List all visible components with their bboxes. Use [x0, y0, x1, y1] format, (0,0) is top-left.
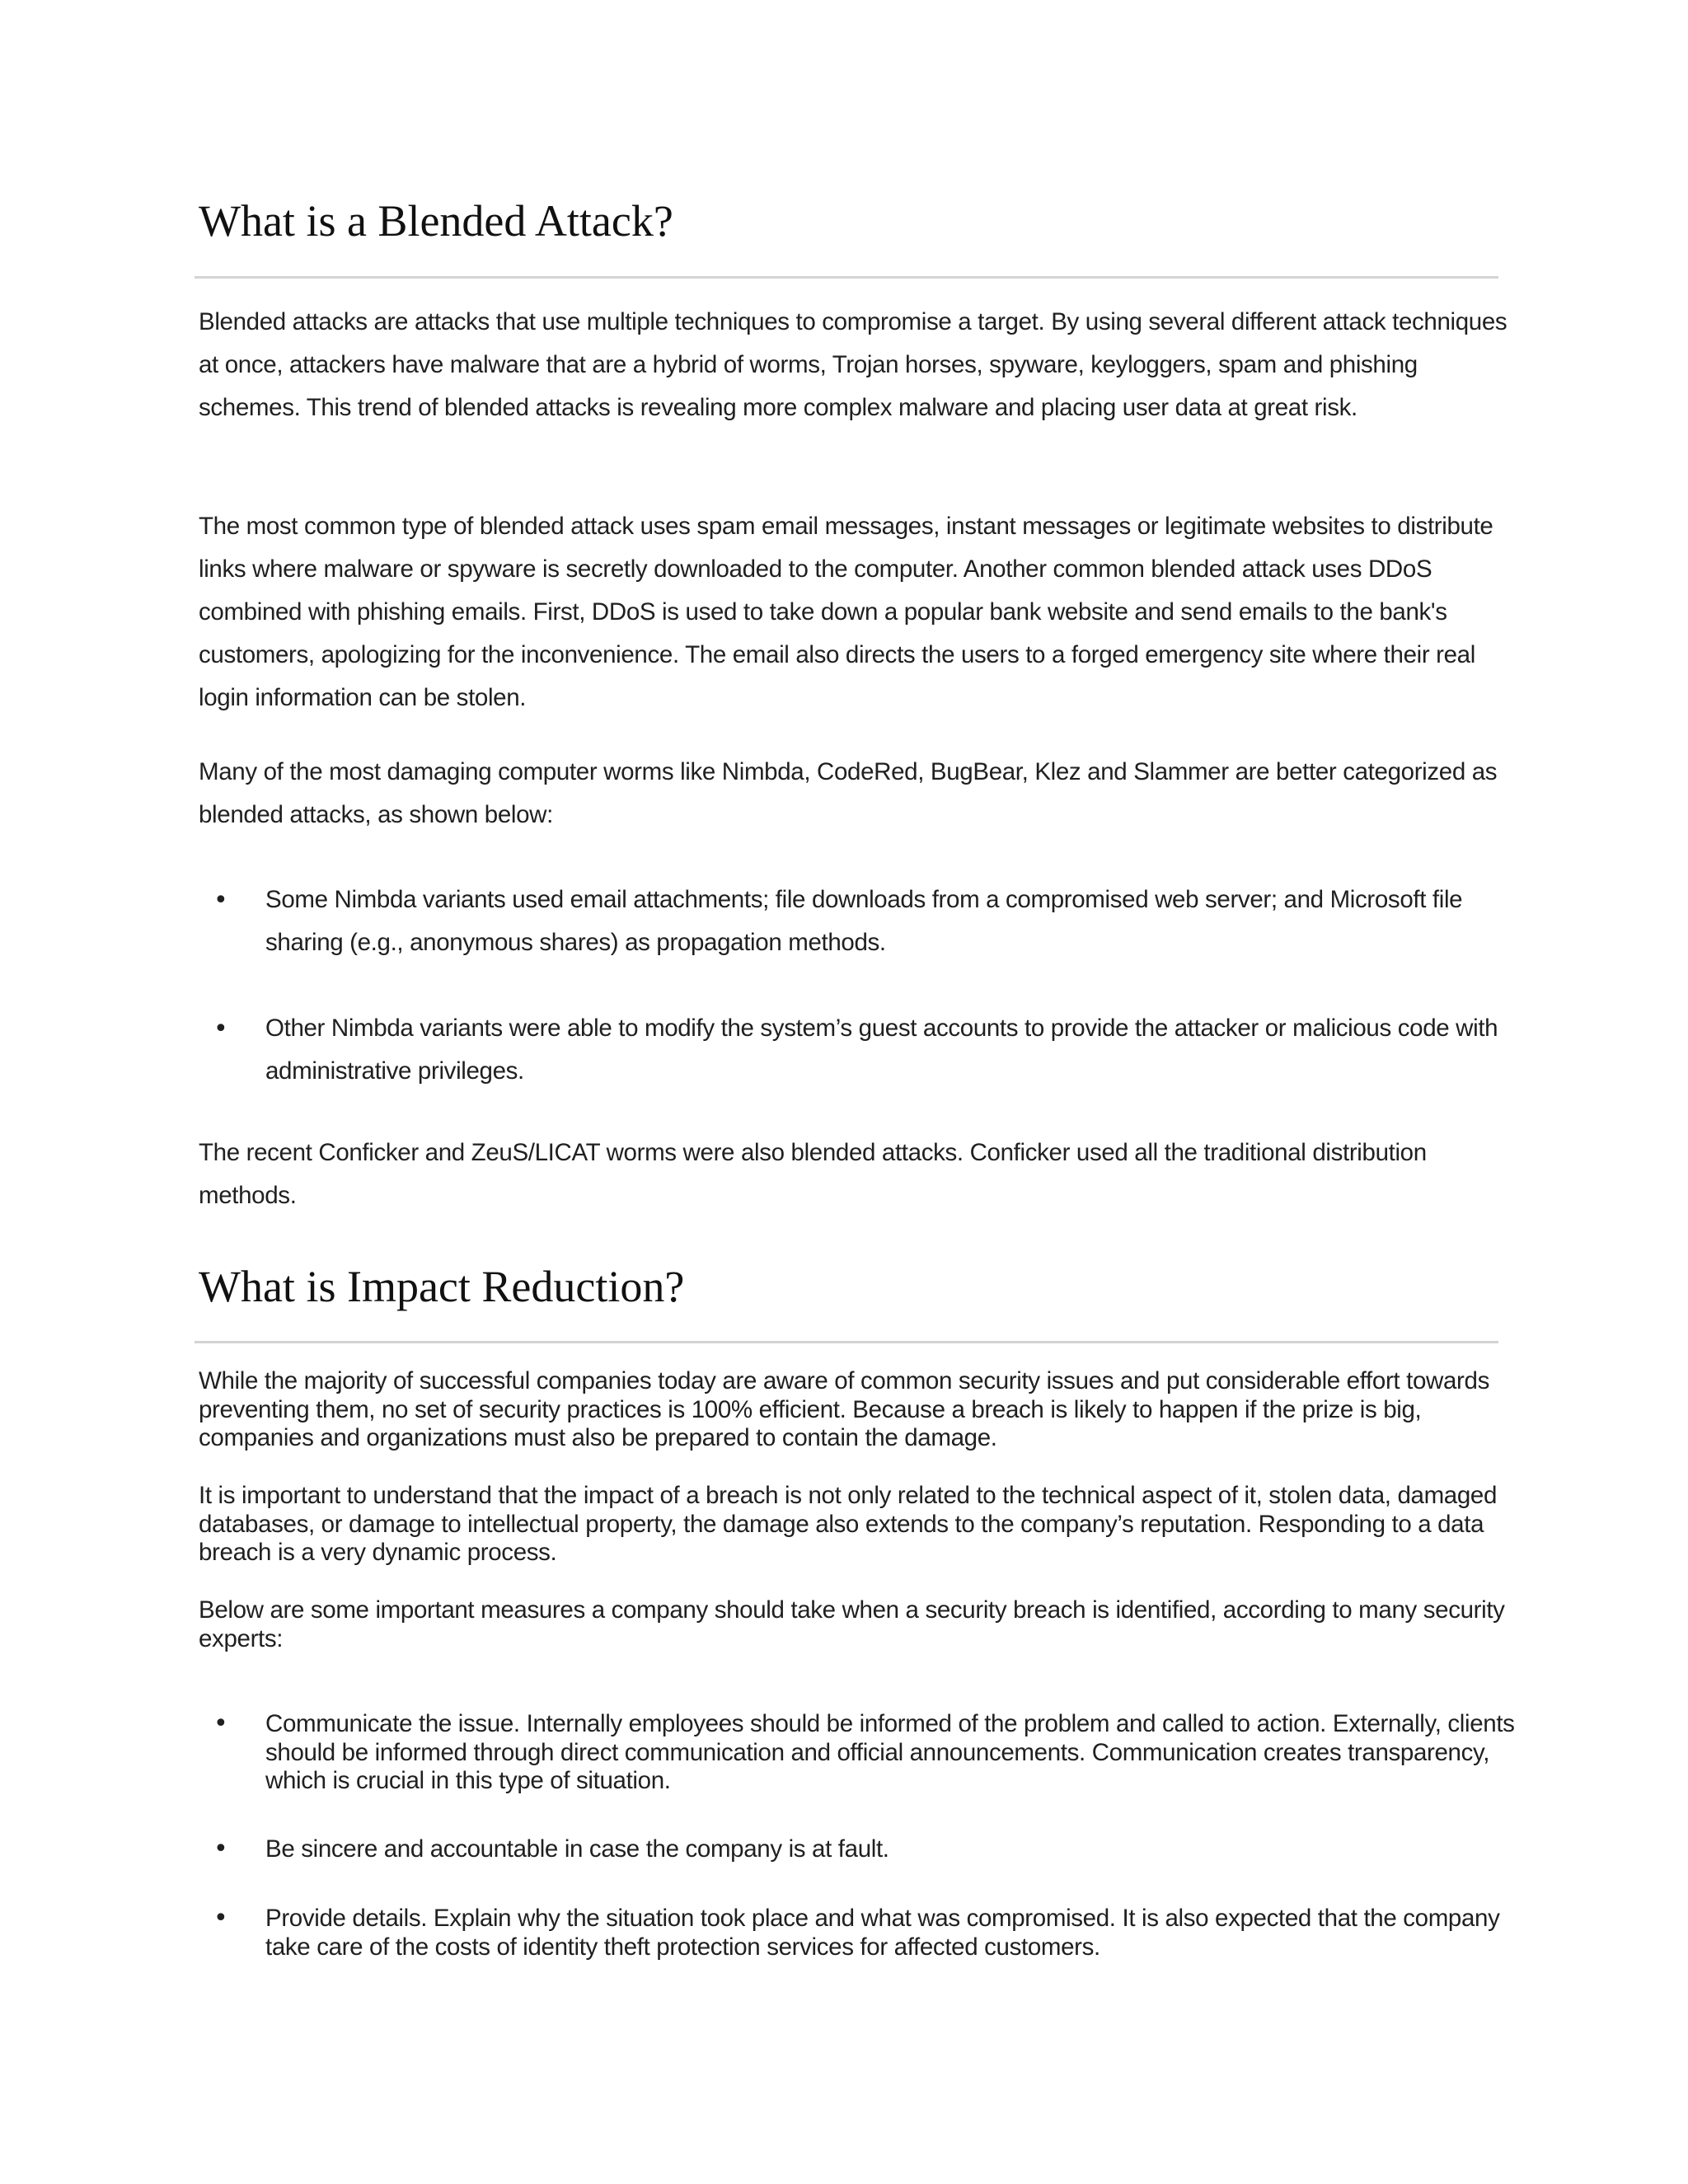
bullet-icon: • — [213, 1709, 228, 1738]
list-item-text: Communicate the issue. Internally employees should be informed of the problem and called to action. Externally, clients should be informed through direct communication and official announcements. Communication creates transparency, which is crucial in this type of situation. — [265, 1710, 1515, 1794]
paragraph-blended-worms: Many of the most damaging computer worms like Nimbda, CodeRed, BugBear, Klez and Slammer are better categorized as blended attacks, as shown below: — [199, 758, 1498, 828]
paragraph-blended-closing: The recent Conficker and ZeuS/LICAT worms were also blended attacks. Conficker used all the traditional distribution methods. — [199, 1139, 1427, 1209]
bullet-icon: • — [213, 1835, 228, 1863]
list-item-text: Provide details. Explain why the situation took place and what was compromised. It is also expected that the company take care of the costs of identity theft protection services for affected customers. — [265, 1905, 1500, 1961]
paragraph-blended-intro: Blended attacks are attacks that use multiple techniques to compromise a target. By using several different attack techniques at once, attackers have malware that are a hybrid of worms, Trojan horses, spyware, keyloggers, spam and phishing schemes. This trend of blended attacks is revealing more complex malware and placing user data at great risk. — [199, 308, 1507, 421]
list-item-text: Be sincere and accountable in case the company is at fault. — [265, 1835, 889, 1863]
section-divider — [195, 1341, 1498, 1343]
paragraph-impact-intro: While the majority of successful companies today are aware of common security issues and put considerable effort towards preventing them, no set of security practices is 100% efficient. Because a breach is likely to happen if the prize is big, companies and organizations must also be prepared to contain the damage. — [199, 1367, 1489, 1451]
list-item-text: Other Nimbda variants were able to modify the system’s guest accounts to provide the attacker or malicious code with administrative privileges. — [265, 1015, 1498, 1085]
paragraph-impact-measures: Below are some important measures a company should take when a security breach is identified, according to many security experts: — [199, 1596, 1505, 1652]
heading-blended-attack: What is a Blended Attack? — [199, 196, 673, 246]
section-divider — [195, 276, 1498, 279]
paragraph-impact-understand: It is important to understand that the impact of a breach is not only related to the technical aspect of it, stolen data, damaged databases, or damage to intellectual property, the damage also extends to the company’s reputation. Responding to a data breach is a very dynamic process. — [199, 1482, 1498, 1566]
bullet-icon: • — [213, 1015, 228, 1043]
paragraph-blended-common-type: The most common type of blended attack uses spam email messages, instant messages or legitimate websites to distribute links where malware or spyware is secretly downloaded to the computer. Another common blended attack uses DDoS combined with phishing emails. First, DDoS is used to take down a popular bank website and send emails to the bank's customers, apologizing for the inconvenience. The email also directs the users to a forged emergency site where their real login information can be stolen. — [199, 513, 1493, 711]
bullet-icon: • — [213, 1904, 228, 1933]
heading-impact-reduction: What is Impact Reduction? — [199, 1262, 685, 1311]
bullet-icon: • — [213, 886, 228, 915]
list-item-text: Some Nimbda variants used email attachments; file downloads from a compromised web server; and Microsoft file sharing (e.g., anonymous shares) as propagation methods. — [265, 886, 1463, 956]
